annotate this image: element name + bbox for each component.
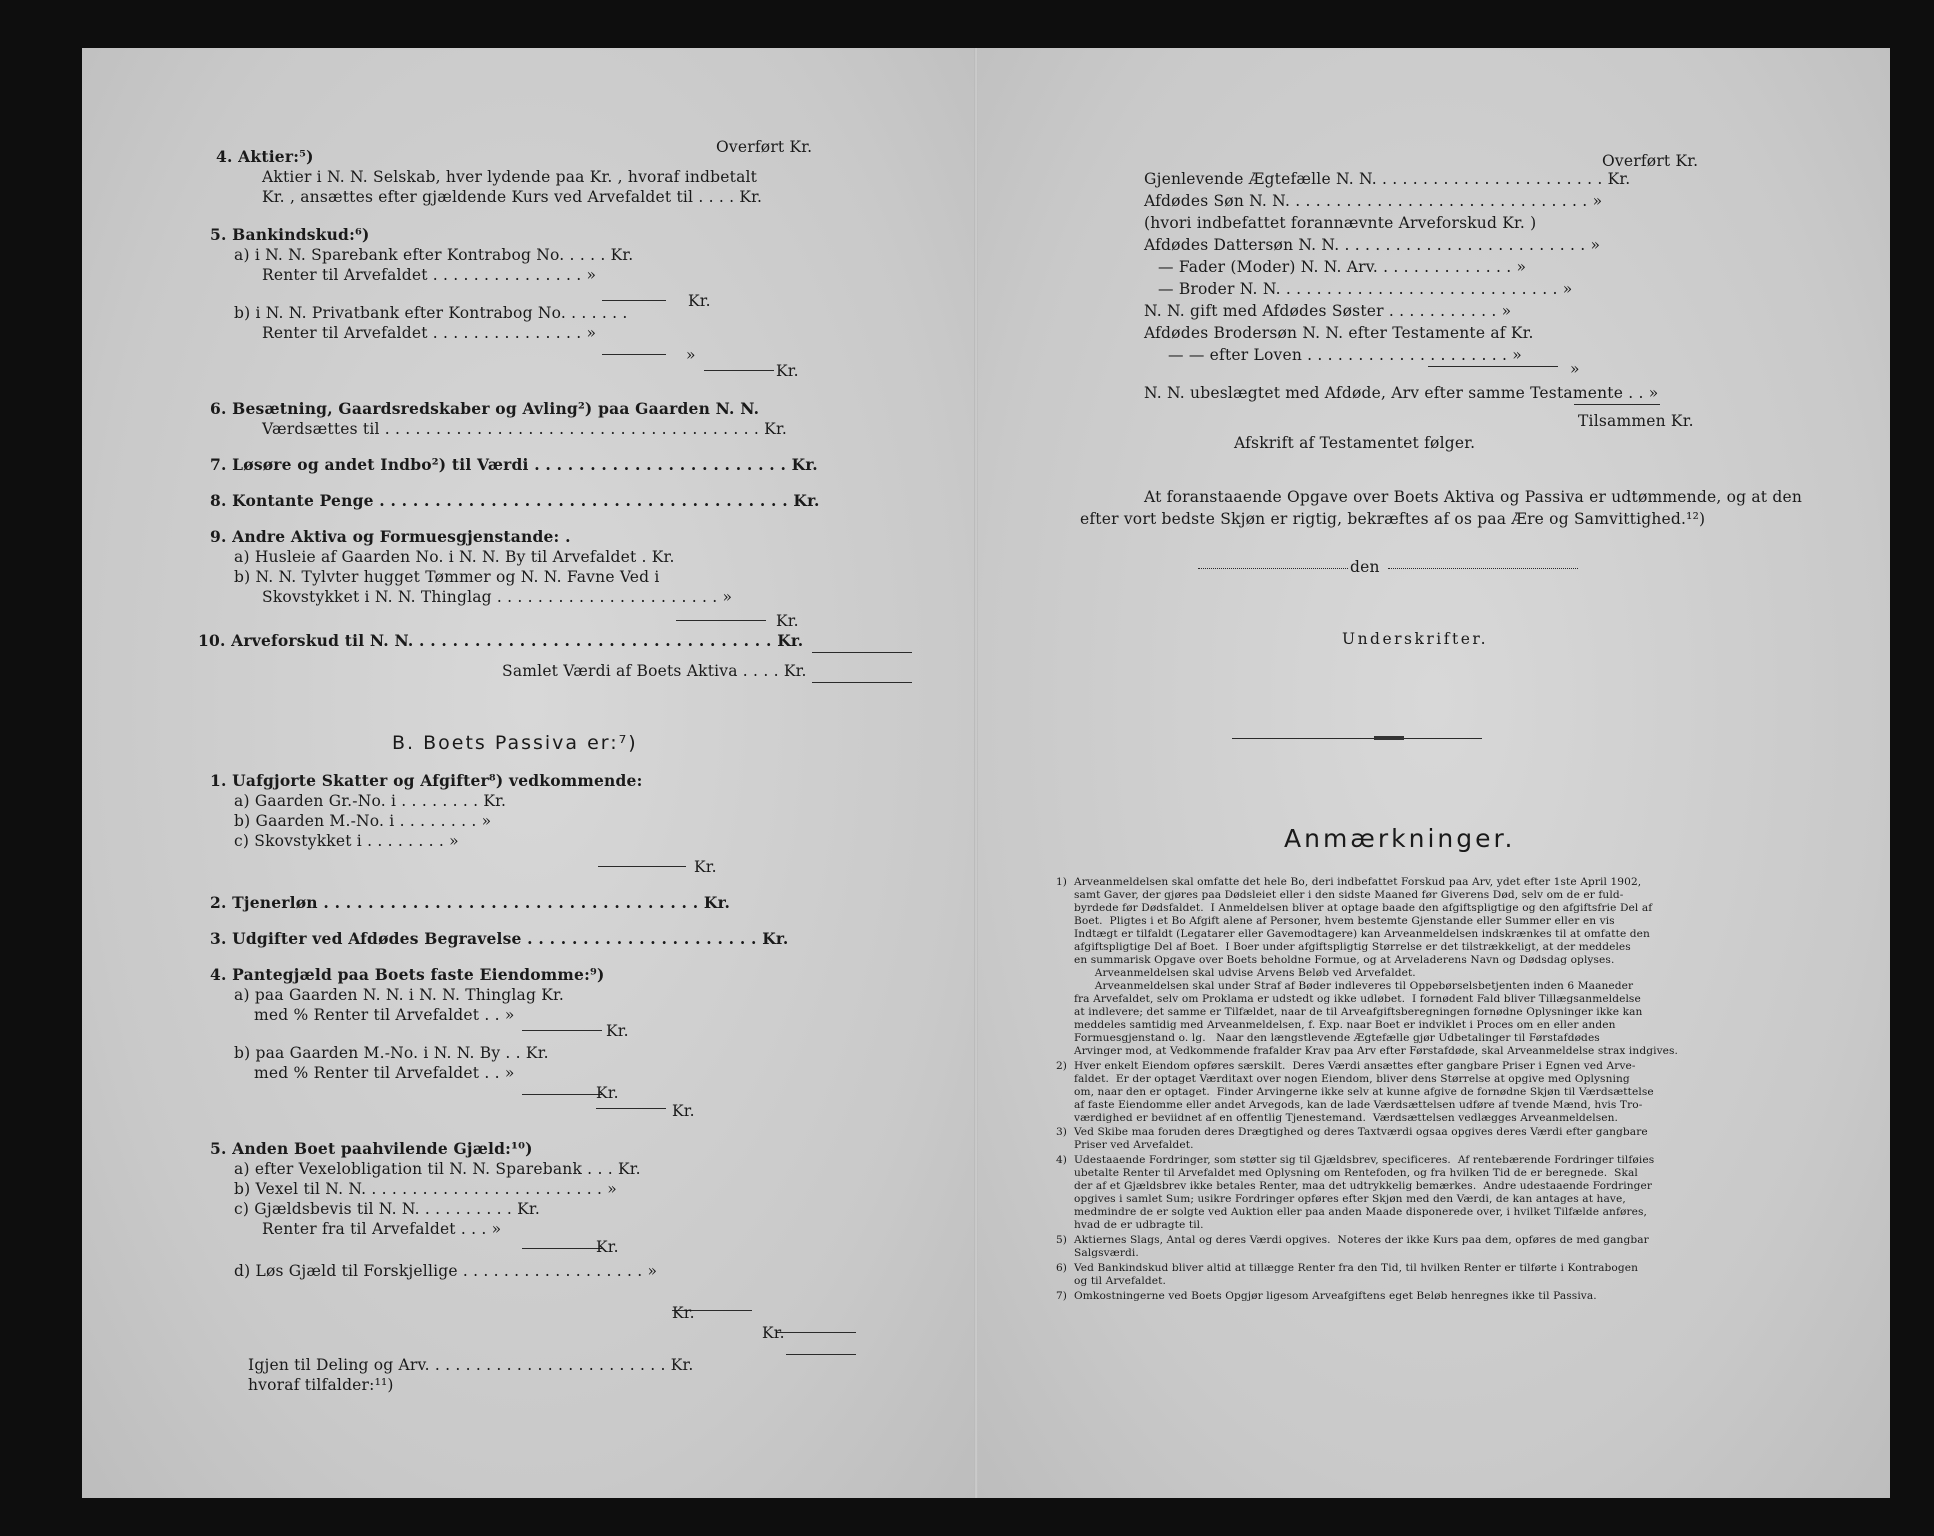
sum-rule bbox=[522, 1248, 602, 1249]
text-line: c) Skovstykket i . . . . . . . . » bbox=[234, 832, 459, 850]
text-line: (hvori indbefattet forannævnte Arveforskud Kr. ) bbox=[1144, 214, 1537, 232]
sum-rule bbox=[522, 1030, 602, 1031]
note-number: 2) bbox=[1056, 1060, 1067, 1072]
kr-label: Kr. bbox=[776, 362, 799, 380]
kr-label: Kr. bbox=[672, 1102, 695, 1120]
text-line: Kr. , ansættes efter gjældende Kurs ved Arvefaldet til . . . . Kr. bbox=[262, 188, 763, 206]
note-text: Aktiernes Slags, Antal og deres Værdi opgives. Noteres der ikke Kurs paa dem, opføres de med gangbar Salgsværdi. bbox=[1074, 1234, 1649, 1259]
text-line: b) paa Gaarden M.-No. i N. N. By . . Kr. bbox=[234, 1044, 549, 1062]
text-line: Afdødes Søn N. N. . . . . . . . . . . . . . . . . . . . . . . . . . . . . . » bbox=[1144, 192, 1603, 210]
item-8-heading: 8. Kontante Penge . . . . . . . . . . . . . . . . . . . . . . . . . . . . . . . . . . . . . Kr. bbox=[210, 491, 820, 510]
passiva-3-heading: 3. Udgifter ved Afdødes Begravelse . . . . . . . . . . . . . . . . . . . . . Kr. bbox=[210, 929, 789, 948]
text-line: Renter fra til Arvefaldet . . . » bbox=[262, 1220, 502, 1238]
date-label: den bbox=[1350, 558, 1380, 576]
carried-over: Overført Kr. bbox=[716, 138, 813, 156]
kr-label: Kr. bbox=[776, 612, 799, 630]
signatures-label: Underskrifter. bbox=[1342, 630, 1489, 648]
text-line: b) Vexel til N. N. . . . . . . . . . . . . . . . . . . . . . . . » bbox=[234, 1180, 617, 1198]
text-line: » bbox=[686, 346, 696, 364]
text-line: a) paa Gaarden N. N. i N. N. Thinglag Kr. bbox=[234, 986, 565, 1004]
note-text: Ved Skibe maa foruden deres Drægtighed og deres Taxtværdi ogsaa opgives deres Værdi efter gangbare Priser ved Arvefaldet. bbox=[1074, 1126, 1648, 1151]
sum-rule bbox=[598, 866, 686, 867]
place-rule bbox=[1198, 568, 1348, 569]
text-line: — Broder N. N. . . . . . . . . . . . . . . . . . . . . . . . . . . . » bbox=[1158, 280, 1573, 298]
sum-rule bbox=[812, 682, 912, 683]
text-line: a) i N. N. Sparebank efter Kontrabog No. . . . . Kr. bbox=[234, 246, 634, 264]
text-line: N. N. gift med Afdødes Søster . . . . . . . . . . . » bbox=[1144, 302, 1512, 320]
text-line: Afdødes Dattersøn N. N. . . . . . . . . . . . . . . . . . . . . . . . . » bbox=[1144, 236, 1601, 254]
sum-rule bbox=[776, 1332, 856, 1333]
text-line: Skovstykket i N. N. Thinglag . . . . . . . . . . . . . . . . . . . . . . » bbox=[262, 588, 733, 606]
sum-rule bbox=[812, 652, 912, 653]
kr-label: Kr. bbox=[596, 1238, 619, 1256]
item-4-heading: 4. Aktier:⁵) bbox=[216, 147, 314, 166]
text-line: — Fader (Moder) N. N. Arv. . . . . . . . . . . . . . » bbox=[1158, 258, 1527, 276]
kr-label: Kr. bbox=[606, 1022, 629, 1040]
text-line: Gjenlevende Ægtefælle N. N. . . . . . . . . . . . . . . . . . . . . . . Kr. bbox=[1144, 170, 1631, 188]
carried-over: Overført Kr. bbox=[1602, 152, 1699, 170]
note-text: Arveanmeldelsen skal omfatte det hele Bo, deri indbefattet Forskud paa Arv, ydet efter 1ste April 1902, samt Gaver, der gjøres paa Dødsleiet eller i den sidste Maaned før Giverens Død, selv om de er fuld- byrdede før Dødsfaldet. I Anmeldelsen bliver at optage baade den afgiftspligtige og den afgiftsfrie Del af Boet. Pligtes i et Bo Afgift alene af Personer, hvem bestemte Gjenstande eller Summer eller en vis Indtægt er tilfaldt (Legatarer eller Gavemodtagere) kan Arveanmeldelsen indskrænkes til at omfatte den afgiftspligtige Del af Boet. I Boer under afgiftspligtig Størrelse er det tilstrækkeligt, at der meddeles en summarisk Opgave over Boets beholdne Formue, og at Arveladerens Navn og Dødsdag oplyses. Arveanmeldelsen skal udvise Arvens Beløb ved Arvefaldet. Arveanmeldelsen skal under Straf af Bøder indleveres til Oppebørselsbetjenten inden 6 Maaneder fra Arvefaldet, selv om Proklama er udstedt og ikke udløbet. I fornødent Fald bliver Tillægsanmeldelse at indlevere; det samme er Tilfældet, naar de til Arveafgiftsberegningen fornødne Oplysninger ikke kan meddeles samtidig med Arveanmeldelsen, f. Exp. naar Boet er indviklet i Proces om en eller anden Formuesgjenstand o. lg. Naar den længstlevende Ægtefælle gjør Udbetalinger til Førstafdødes Arvinger mod, at Vedkommende frafalder Krav paa Arv efter Førstafdøde, skal Arveanmeldelse strax indgives. bbox=[1074, 876, 1679, 1057]
text-line: med % Renter til Arvefaldet . . » bbox=[254, 1064, 515, 1082]
text-line: c) Gjældsbevis til N. N. . . . . . . . . . Kr. bbox=[234, 1200, 540, 1218]
text-line: d) Løs Gjæld til Forskjellige . . . . . . . . . . . . . . . . . . » bbox=[234, 1262, 658, 1280]
text-line: hvoraf tilfalder:¹¹) bbox=[248, 1376, 394, 1394]
text-line: Afdødes Brodersøn N. N. efter Testamente af Kr. bbox=[1144, 324, 1534, 342]
sum-rule bbox=[596, 1108, 666, 1109]
text-line: a) Husleie af Gaarden No. i N. N. By til Arvefaldet . Kr. bbox=[234, 548, 675, 566]
text-line: b) Gaarden M.-No. i . . . . . . . . » bbox=[234, 812, 492, 830]
passiva-5-heading: 5. Anden Boet paahvilende Gjæld:¹⁰) bbox=[210, 1139, 533, 1158]
note-number: 7) bbox=[1056, 1290, 1067, 1302]
right-page bbox=[978, 48, 1890, 1498]
text-line: a) efter Vexelobligation til N. N. Sparebank . . . Kr. bbox=[234, 1160, 641, 1178]
text-line: Aktier i N. N. Selskab, hver lydende paa Kr. , hvoraf indbetalt bbox=[262, 168, 758, 186]
text-line: Renter til Arvefaldet . . . . . . . . . . . . . . . » bbox=[262, 266, 597, 284]
sum-rule bbox=[1574, 404, 1660, 405]
kr-label: Kr. bbox=[762, 1324, 785, 1342]
item-7-heading: 7. Løsøre og andet Indbo²) til Værdi . . . . . . . . . . . . . . . . . . . . . . . Kr. bbox=[210, 455, 818, 474]
note-number: 4) bbox=[1056, 1154, 1067, 1166]
note-number: 5) bbox=[1056, 1234, 1067, 1246]
text-line: — — efter Loven . . . . . . . . . . . . . . . . . . . . » bbox=[1168, 346, 1522, 364]
text-line: b) N. N. Tylvter hugget Tømmer og N. N. Favne Ved i bbox=[234, 568, 660, 586]
sum-rule bbox=[786, 1354, 856, 1355]
passiva-1-heading: 1. Uafgjorte Skatter og Afgifter⁸) vedkommende: bbox=[210, 771, 643, 790]
kr-label: Kr. bbox=[694, 858, 717, 876]
testament-note: Afskrift af Testamentet følger. bbox=[1234, 434, 1476, 452]
sum-rule bbox=[522, 1094, 602, 1095]
passiva-2-heading: 2. Tjenerløn . . . . . . . . . . . . . . . . . . . . . . . . . . . . . . . . . . Kr. bbox=[210, 893, 731, 912]
note-number: 6) bbox=[1056, 1262, 1067, 1274]
declaration-line: efter vort bedste Skjøn er rigtig, bekræftes af os paa Ære og Samvittighed.¹²) bbox=[1080, 510, 1706, 528]
total-assets: Samlet Værdi af Boets Aktiva . . . . Kr. bbox=[502, 662, 807, 680]
note-text: Ved Bankindskud bliver altid at tillægge Renter fra den Tid, til hvilken Renter er tilførte i Kontrabogen og til Arvefaldet. bbox=[1074, 1262, 1639, 1287]
text-line: med % Renter til Arvefaldet . . » bbox=[254, 1006, 515, 1024]
kr-label: Kr. bbox=[596, 1084, 619, 1102]
text-line: N. N. ubeslægtet med Afdøde, Arv efter samme Testamente . . » bbox=[1144, 384, 1659, 402]
note-number: 3) bbox=[1056, 1126, 1067, 1138]
text-line: b) i N. N. Privatbank efter Kontrabog No. . . . . . . bbox=[234, 304, 628, 322]
notes-heading: Anmærkninger. bbox=[1284, 824, 1516, 853]
text-line: Værdsættes til . . . . . . . . . . . . . . . . . . . . . . . . . . . . . . . . . . . . . Kr. bbox=[262, 420, 787, 438]
item-6-heading: 6. Besætning, Gaardsredskaber og Avling²) paa Gaarden N. N. bbox=[210, 399, 760, 418]
passiva-4-heading: 4. Pantegjæld paa Boets faste Eiendomme:⁹) bbox=[210, 965, 605, 984]
item-9-heading: 9. Andre Aktiva og Formuesgjenstande: . bbox=[210, 527, 571, 546]
sum-rule bbox=[704, 370, 774, 371]
kr-label: Kr. bbox=[672, 1304, 695, 1322]
declaration-line: At foranstaaende Opgave over Boets Aktiva og Passiva er udtømmende, og at den bbox=[1144, 488, 1803, 506]
text-line: a) Gaarden Gr.-No. i . . . . . . . . Kr. bbox=[234, 792, 507, 810]
note-text: Udestaaende Fordringer, som støtter sig til Gjældsbrev, specificeres. Af rentebærende Fordringer tilføies ubetalte Renter til Arvefaldet med Oplysning om Rentefoden, og fra hvilken Tid de er beregnede. Skal der af et Gjældsbrev ikke betales Renter, maa det udtrykkelig bemærkes. Andre udestaaende Fordringer opgives i samlet Sum; usikre Fordringer opføres efter Skjøn med den Værdi, de kan antages at have, medmindre de er solgte ved Auktion eller paa anden Maade disponerede over, i hvilket Tilfælde anføres, hvad de er udbragte til. bbox=[1074, 1154, 1655, 1231]
sum-rule bbox=[676, 620, 766, 621]
section-b-heading: B. Boets Passiva er:⁷) bbox=[392, 732, 638, 754]
left-page bbox=[82, 48, 974, 1498]
note-text: Hver enkelt Eiendom opføres særskilt. Deres Værdi ansættes efter gangbare Priser i Egnen ved Arve- faldet. Er der optaget Værditaxt over nogen Eiendom, bliver dens Størrelse at opgive med Oplysning om, naar den er optaget. Finder Arvingerne ikke selv at kunne afgive de fornødne Skjøn til Værdsættelse af faste Eiendomme eller andet Arvegods, kan de lade Værdsættelsen udføre af tvende Mænd, hvis Tro- værdighed er beviidnet af en offentlig Tjenestemand. Værdsættelsen vedlægges Arveanmeldelsen. bbox=[1074, 1060, 1654, 1124]
note-number: 1) bbox=[1056, 876, 1067, 888]
text-line: Renter til Arvefaldet . . . . . . . . . . . . . . . » bbox=[262, 324, 597, 342]
note-text: Omkostningerne ved Boets Opgjør ligesom Arveafgiftens eget Beløb henregnes ikke til Passiva. bbox=[1074, 1290, 1597, 1302]
sum-rule bbox=[602, 300, 666, 301]
divider bbox=[1232, 738, 1482, 739]
total-label: Tilsammen Kr. bbox=[1578, 412, 1694, 430]
item-10-heading: 10. Arveforskud til N. N. . . . . . . . . . . . . . . . . . . . . . . . . . . . . . . . . Kr. bbox=[198, 631, 804, 650]
date-rule bbox=[1388, 568, 1578, 569]
sum-rule bbox=[1428, 366, 1558, 367]
remaining-line: Igjen til Deling og Arv. . . . . . . . . . . . . . . . . . . . . . . . Kr. bbox=[248, 1356, 694, 1374]
kr-label: Kr. bbox=[688, 292, 711, 310]
item-5-heading: 5. Bankindskud:⁶) bbox=[210, 225, 370, 244]
sum-rule bbox=[602, 354, 666, 355]
text-line: » bbox=[1570, 360, 1580, 378]
divider-ornament bbox=[1374, 736, 1404, 740]
